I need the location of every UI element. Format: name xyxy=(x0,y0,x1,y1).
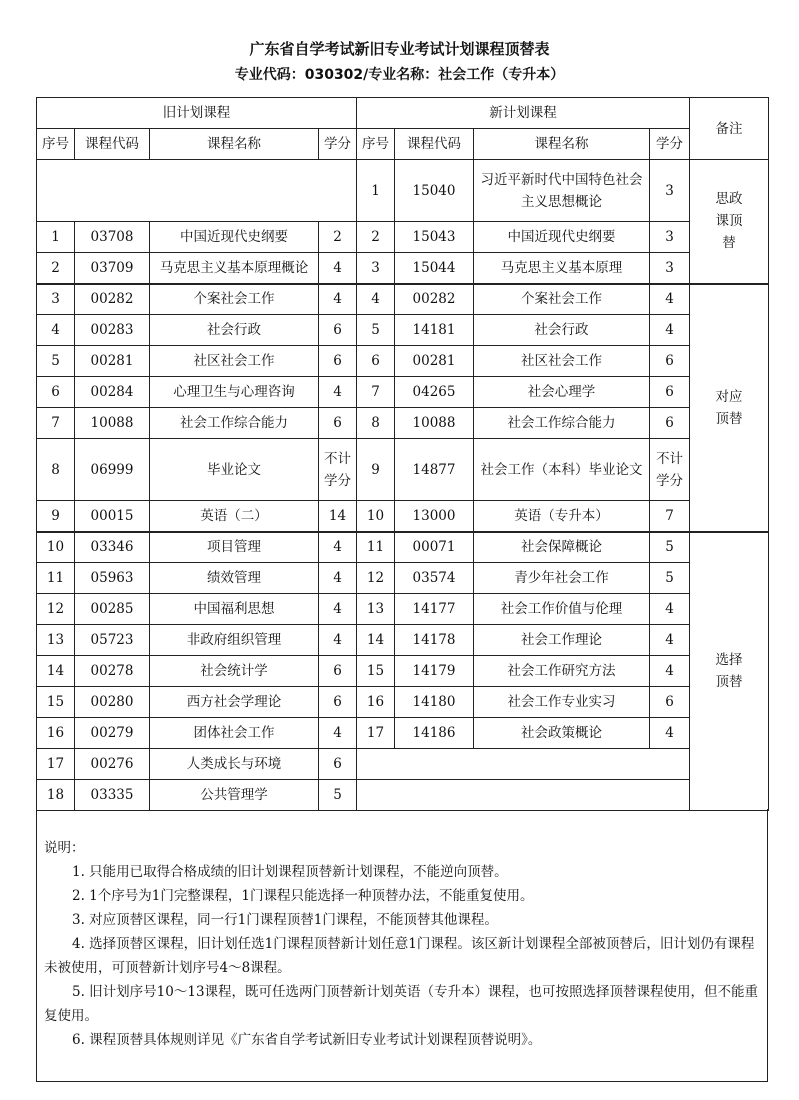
old-credit-cell: 4 xyxy=(319,532,357,563)
new-credit-cell: 4 xyxy=(650,315,690,346)
old-code-cell: 03708 xyxy=(75,222,150,253)
new-credit-cell: 3 xyxy=(650,160,690,222)
old-code-cell: 03709 xyxy=(75,253,150,284)
old-seq-cell: 15 xyxy=(37,687,75,718)
table-row xyxy=(37,594,769,625)
page-title: 广东省自学考试新旧专业考试计划课程顶替表 xyxy=(249,40,550,58)
old-seq-cell: 14 xyxy=(37,656,75,687)
old-name-cell: 马克思主义基本原理概论 xyxy=(150,253,319,284)
old-name-cell: 中国福利思想 xyxy=(150,594,319,625)
table-row xyxy=(37,346,769,377)
old-seq-cell: 12 xyxy=(37,594,75,625)
table-body xyxy=(37,160,769,811)
old-credit-cell: 6 xyxy=(319,687,357,718)
replacement-table xyxy=(36,97,769,811)
new-credit-cell: 4 xyxy=(650,594,690,625)
new-credit-cell: 6 xyxy=(650,687,690,718)
new-code-cell: 00282 xyxy=(395,284,474,315)
old-code-cell: 05963 xyxy=(75,563,150,594)
old-credit-cell: 6 xyxy=(319,749,357,780)
new-seq-cell: 9 xyxy=(357,439,395,501)
table-row xyxy=(37,563,769,594)
note-item: 1. 只能用已取得合格成绩的旧计划课程顶替新计划课程，不能逆向顶替。 xyxy=(72,864,508,880)
new-name-cell: 社会工作价值与伦理 xyxy=(474,594,650,625)
new-code-cell: 14179 xyxy=(395,656,474,687)
old-code-cell: 03346 xyxy=(75,532,150,563)
new-seq-cell: 5 xyxy=(357,315,395,346)
new-code-cell: 03574 xyxy=(395,563,474,594)
new-empty-cell xyxy=(357,749,690,780)
new-name-cell: 社区社会工作 xyxy=(474,346,650,377)
old-code-cell: 00280 xyxy=(75,687,150,718)
table-row xyxy=(37,718,769,749)
old-seq-cell: 5 xyxy=(37,346,75,377)
old-name-cell: 个案社会工作 xyxy=(150,284,319,315)
note-item: 5. 旧计划序号10～13课程，既可任选两门顶替新计划英语（专升本）课程，也可按照选择顶替课程使用，但不能重复使用。 xyxy=(44,984,759,1024)
table-row xyxy=(37,315,769,346)
new-credit-cell: 3 xyxy=(650,253,690,284)
table-row xyxy=(37,656,769,687)
old-code-cell: 10088 xyxy=(75,408,150,439)
new-code-cell: 04265 xyxy=(395,377,474,408)
old-seq-cell: 2 xyxy=(37,253,75,284)
old-seq-cell: 4 xyxy=(37,315,75,346)
new-code-header: 课程代码 xyxy=(395,129,474,160)
old-name-cell: 项目管理 xyxy=(150,532,319,563)
new-code-cell: 15044 xyxy=(395,253,474,284)
new-name-cell: 社会工作理论 xyxy=(474,625,650,656)
old-name-cell: 心理卫生与心理咨询 xyxy=(150,377,319,408)
old-code-cell: 03335 xyxy=(75,780,150,811)
new-code-cell: 14186 xyxy=(395,718,474,749)
new-seq-cell: 17 xyxy=(357,718,395,749)
new-seq-cell: 1 xyxy=(357,160,395,222)
new-name-cell: 社会工作综合能力 xyxy=(474,408,650,439)
old-code-cell: 05723 xyxy=(75,625,150,656)
old-code-header: 课程代码 xyxy=(75,129,150,160)
old-credit-cell: 4 xyxy=(319,563,357,594)
old-seq-cell: 9 xyxy=(37,501,75,532)
new-seq-cell: 15 xyxy=(357,656,395,687)
new-seq-cell: 13 xyxy=(357,594,395,625)
old-credit-cell: 4 xyxy=(319,253,357,284)
new-seq-cell: 16 xyxy=(357,687,395,718)
new-seq-cell: 12 xyxy=(357,563,395,594)
old-seq-header: 序号 xyxy=(37,129,75,160)
old-code-cell: 00278 xyxy=(75,656,150,687)
old-seq-cell: 11 xyxy=(37,563,75,594)
old-credit-cell: 6 xyxy=(319,656,357,687)
note-item: 6. 课程顶替具体规则详见《广东省自学考试新旧专业考试计划课程顶替说明》。 xyxy=(72,1032,542,1048)
table-row xyxy=(37,160,769,222)
new-seq-cell: 7 xyxy=(357,377,395,408)
old-credit-cell: 4 xyxy=(319,625,357,656)
new-seq-cell: 3 xyxy=(357,253,395,284)
old-code-cell: 06999 xyxy=(75,439,150,501)
table-row xyxy=(37,687,769,718)
page-subtitle: 专业代码：030302/专业名称：社会工作（专升本） xyxy=(234,67,565,83)
old-seq-cell: 1 xyxy=(37,222,75,253)
old-seq-cell: 10 xyxy=(37,532,75,563)
new-name-cell: 中国近现代史纲要 xyxy=(474,222,650,253)
new-credit-cell: 不计学分 xyxy=(650,439,690,501)
table-row xyxy=(37,780,769,811)
new-seq-header: 序号 xyxy=(357,129,395,160)
new-code-cell: 14877 xyxy=(395,439,474,501)
old-plan-header: 旧计划课程 xyxy=(37,98,357,129)
old-credit-cell: 4 xyxy=(319,718,357,749)
notes-heading: 说明： xyxy=(44,840,85,856)
new-credit-cell: 4 xyxy=(650,718,690,749)
old-name-cell: 人类成长与环境 xyxy=(150,749,319,780)
old-name-cell: 社区社会工作 xyxy=(150,346,319,377)
new-name-cell: 英语（专升本） xyxy=(474,501,650,532)
new-seq-cell: 10 xyxy=(357,501,395,532)
new-code-cell: 10088 xyxy=(395,408,474,439)
table-row xyxy=(37,625,769,656)
new-name-cell: 青少年社会工作 xyxy=(474,563,650,594)
new-name-cell: 社会工作专业实习 xyxy=(474,687,650,718)
note-item: 4. 选择顶替区课程，旧计划任选1门课程顶替新计划任意1门课程。该区新计划课程全部被顶替后，旧计划仍有课程未被使用，可顶替新计划序号4～8课程。 xyxy=(44,936,755,976)
new-name-header: 课程名称 xyxy=(474,129,650,160)
table-row xyxy=(37,222,769,253)
old-seq-cell: 6 xyxy=(37,377,75,408)
new-credit-cell: 3 xyxy=(650,222,690,253)
remark-cell: 对应顶替 xyxy=(690,284,769,532)
old-name-cell: 英语（二） xyxy=(150,501,319,532)
note-item: 2. 1个序号为1门完整课程，1门课程只能选择一种顶替办法，不能重复使用。 xyxy=(72,888,534,904)
table-row xyxy=(37,377,769,408)
new-code-cell: 14180 xyxy=(395,687,474,718)
new-credit-header: 学分 xyxy=(650,129,690,160)
old-seq-cell: 13 xyxy=(37,625,75,656)
new-credit-cell: 6 xyxy=(650,377,690,408)
new-seq-cell: 14 xyxy=(357,625,395,656)
new-credit-cell: 6 xyxy=(650,346,690,377)
old-code-cell: 00284 xyxy=(75,377,150,408)
new-name-cell: 社会工作研究方法 xyxy=(474,656,650,687)
new-seq-cell: 2 xyxy=(357,222,395,253)
old-credit-cell: 不计学分 xyxy=(319,439,357,501)
new-credit-cell: 5 xyxy=(650,563,690,594)
new-empty-cell xyxy=(357,780,690,811)
remark-cell: 思政课顶替 xyxy=(690,160,769,284)
old-credit-cell: 4 xyxy=(319,377,357,408)
old-seq-cell: 8 xyxy=(37,439,75,501)
old-seq-cell: 7 xyxy=(37,408,75,439)
old-seq-cell: 17 xyxy=(37,749,75,780)
new-credit-cell: 4 xyxy=(650,284,690,315)
old-credit-cell: 6 xyxy=(319,408,357,439)
new-code-cell: 13000 xyxy=(395,501,474,532)
old-name-cell: 绩效管理 xyxy=(150,563,319,594)
old-name-cell: 西方社会学理论 xyxy=(150,687,319,718)
old-code-cell: 00285 xyxy=(75,594,150,625)
old-code-cell: 00279 xyxy=(75,718,150,749)
new-code-cell: 14181 xyxy=(395,315,474,346)
old-credit-cell: 5 xyxy=(319,780,357,811)
new-name-cell: 习近平新时代中国特色社会主义思想概论 xyxy=(474,160,650,222)
new-code-cell: 14178 xyxy=(395,625,474,656)
old-credit-cell: 2 xyxy=(319,222,357,253)
table-row xyxy=(37,501,769,532)
new-seq-cell: 4 xyxy=(357,284,395,315)
old-code-cell: 00282 xyxy=(75,284,150,315)
old-name-cell: 社会统计学 xyxy=(150,656,319,687)
old-name-cell: 中国近现代史纲要 xyxy=(150,222,319,253)
table-row xyxy=(37,439,769,501)
notes-section xyxy=(44,836,764,1052)
table-row xyxy=(37,749,769,780)
old-credit-header: 学分 xyxy=(319,129,357,160)
old-credit-cell: 14 xyxy=(319,501,357,532)
old-name-cell: 团体社会工作 xyxy=(150,718,319,749)
new-code-cell: 15043 xyxy=(395,222,474,253)
new-code-cell: 15040 xyxy=(395,160,474,222)
old-credit-cell: 4 xyxy=(319,594,357,625)
table-row xyxy=(37,532,769,563)
new-name-cell: 社会政策概论 xyxy=(474,718,650,749)
new-seq-cell: 11 xyxy=(357,532,395,563)
old-name-cell: 社会工作综合能力 xyxy=(150,408,319,439)
old-name-cell: 毕业论文 xyxy=(150,439,319,501)
old-credit-cell: 4 xyxy=(319,284,357,315)
old-code-cell: 00283 xyxy=(75,315,150,346)
new-code-cell: 00071 xyxy=(395,532,474,563)
new-name-cell: 个案社会工作 xyxy=(474,284,650,315)
table-row xyxy=(37,284,769,315)
new-credit-cell: 6 xyxy=(650,408,690,439)
new-name-cell: 社会工作（本科）毕业论文 xyxy=(474,439,650,501)
new-code-cell: 00281 xyxy=(395,346,474,377)
new-credit-cell: 5 xyxy=(650,532,690,563)
new-credit-cell: 4 xyxy=(650,625,690,656)
old-name-cell: 公共管理学 xyxy=(150,780,319,811)
new-credit-cell: 7 xyxy=(650,501,690,532)
remark-header: 备注 xyxy=(690,98,769,160)
old-credit-cell: 6 xyxy=(319,346,357,377)
old-name-cell: 非政府组织管理 xyxy=(150,625,319,656)
old-credit-cell: 6 xyxy=(319,315,357,346)
new-plan-header: 新计划课程 xyxy=(357,98,690,129)
old-seq-cell: 18 xyxy=(37,780,75,811)
table-row xyxy=(37,253,769,284)
new-name-cell: 社会心理学 xyxy=(474,377,650,408)
remark-cell: 选择顶替 xyxy=(690,532,769,811)
old-code-cell: 00281 xyxy=(75,346,150,377)
old-code-cell: 00276 xyxy=(75,749,150,780)
old-seq-cell: 3 xyxy=(37,284,75,315)
old-code-cell: 00015 xyxy=(75,501,150,532)
old-name-header: 课程名称 xyxy=(150,129,319,160)
new-name-cell: 社会行政 xyxy=(474,315,650,346)
new-name-cell: 社会保障概论 xyxy=(474,532,650,563)
old-name-cell: 社会行政 xyxy=(150,315,319,346)
new-seq-cell: 6 xyxy=(357,346,395,377)
new-credit-cell: 4 xyxy=(650,656,690,687)
new-code-cell: 14177 xyxy=(395,594,474,625)
note-item: 3. 对应顶替区课程，同一行1门课程顶替1门课程，不能顶替其他课程。 xyxy=(72,912,498,928)
old-empty-cell xyxy=(37,160,357,222)
new-name-cell: 马克思主义基本原理 xyxy=(474,253,650,284)
table-row xyxy=(37,408,769,439)
old-seq-cell: 16 xyxy=(37,718,75,749)
new-seq-cell: 8 xyxy=(357,408,395,439)
